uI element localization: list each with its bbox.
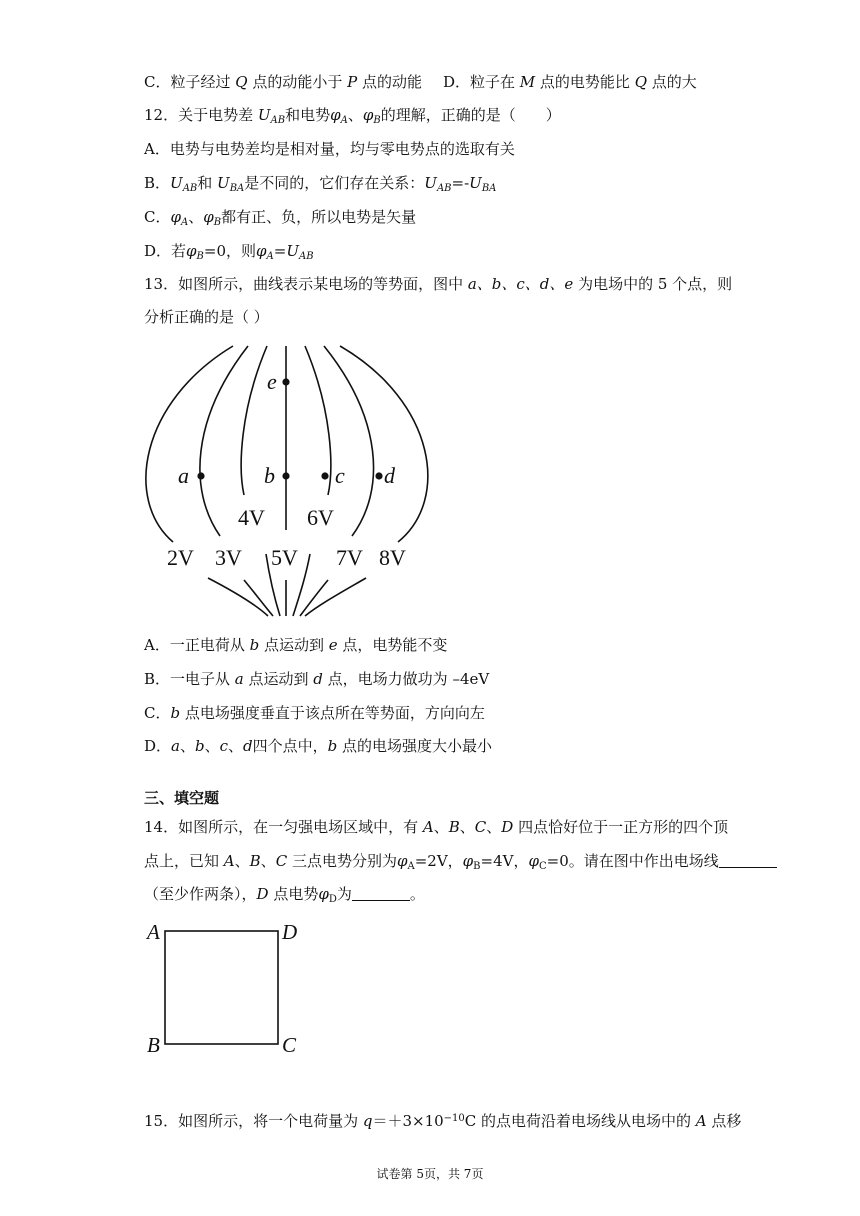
vertex-label-b: B [147,1033,160,1057]
q13-option-a: A．一正电荷从 b 点运动到 e 点，电势能不变 [144,636,448,654]
point-b-dot [282,472,289,479]
q11-option-c: C．粒子经过 Q 点的动能小于 P 点的动能 [144,73,422,91]
q13-option-c: C．b 点电场强度垂直于该点所在等势面，方向向左 [144,704,485,722]
point-a-dot [197,472,204,479]
vertex-label-a: A [147,920,160,944]
q14-line2: 点上，已知 A、B、C 三点电势分别为$\varphi_A=2V$，$\varphi_B=4V$，$\varphi_C=0$。请在图中作出电场线 [144,850,724,878]
voltage-label-7v: 7V [336,545,363,570]
point-label-e: e [267,369,277,394]
q14-line3: （至少作两条），D 点电势$\varphi_D$为 。 [144,885,425,905]
section-heading-fill-in: 三、填空题 [144,789,220,807]
q14-line1: 14．如图所示，在一匀强电场区域中，有 A、B、C、D 四点恰好位于一正方形的四个顶 [144,818,729,836]
q12-option-a: A．电势与电势差均是相对量，均与零电势点的选取有关 [144,140,515,158]
square-figure [140,916,310,1060]
point-e-dot [282,378,289,385]
point-label-c: c [335,463,345,488]
voltage-label-2v: 2V [167,545,194,570]
voltage-label-5v: 5V [271,545,298,570]
point-label-b: b [264,463,275,488]
q15-line1: 15．如图所示，将一个电荷量为 $q=+3\times 10^{-10}C$ 的点电荷沿着电场线从电场中的 A 点移 [144,1112,742,1130]
voltage-label-3v: 3V [215,545,242,570]
voltage-label-8v: 8V [379,545,406,570]
square-abcd [165,931,278,1044]
vertex-label-c: C [282,1033,297,1057]
voltage-label-4v: 4V [238,505,265,530]
q12-option-c: C．$\varphi_A$、$\varphi_B$都有正、负，所以电势是矢量 [144,208,417,228]
point-c-dot [321,472,328,479]
q13-option-b: B．一电子从 a 点运动到 d 点，电场力做功为 –4eV [144,670,490,688]
point-label-a: a [178,463,189,488]
q11-option-d: D．粒子在 M 点的电势能比 Q 点的大 [443,73,697,91]
page-footer: 试卷第 5页，共 7页 [376,1167,484,1181]
q12-option-b: B．$U_{AB}$和 $U_{BA}$是不同的，它们存在关系：$U_{AB}=-U_{BA}$ [144,174,497,194]
answer-blank-phi-d[interactable] [352,886,410,901]
voltage-label-6v: 6V [307,505,334,530]
equipotential-figure [130,340,450,622]
point-label-d: d [384,463,395,488]
vertex-label-d: D [282,920,298,944]
q13-option-d: D．a、b、c、d四个点中，b 点的电场强度大小最小 [144,737,493,755]
point-d-dot [375,472,382,479]
q13-stem-line2: 分析正确的是（ ） [144,308,269,326]
q12-option-d: D．若$\varphi_B=0$，则$\varphi_A=U_{AB}$ [144,242,314,262]
q13-stem-line1: 13．如图所示，曲线表示某电场的等势面，图中 a、b、c、d、e 为电场中的 5 个点，则 [144,275,733,293]
answer-blank-field-lines[interactable] [719,853,777,868]
q12-stem: 12．关于电势差 $U_{AB}$和电势$\varphi_A$、$\varphi_B$的理解，正确的是（ ） [144,106,561,126]
